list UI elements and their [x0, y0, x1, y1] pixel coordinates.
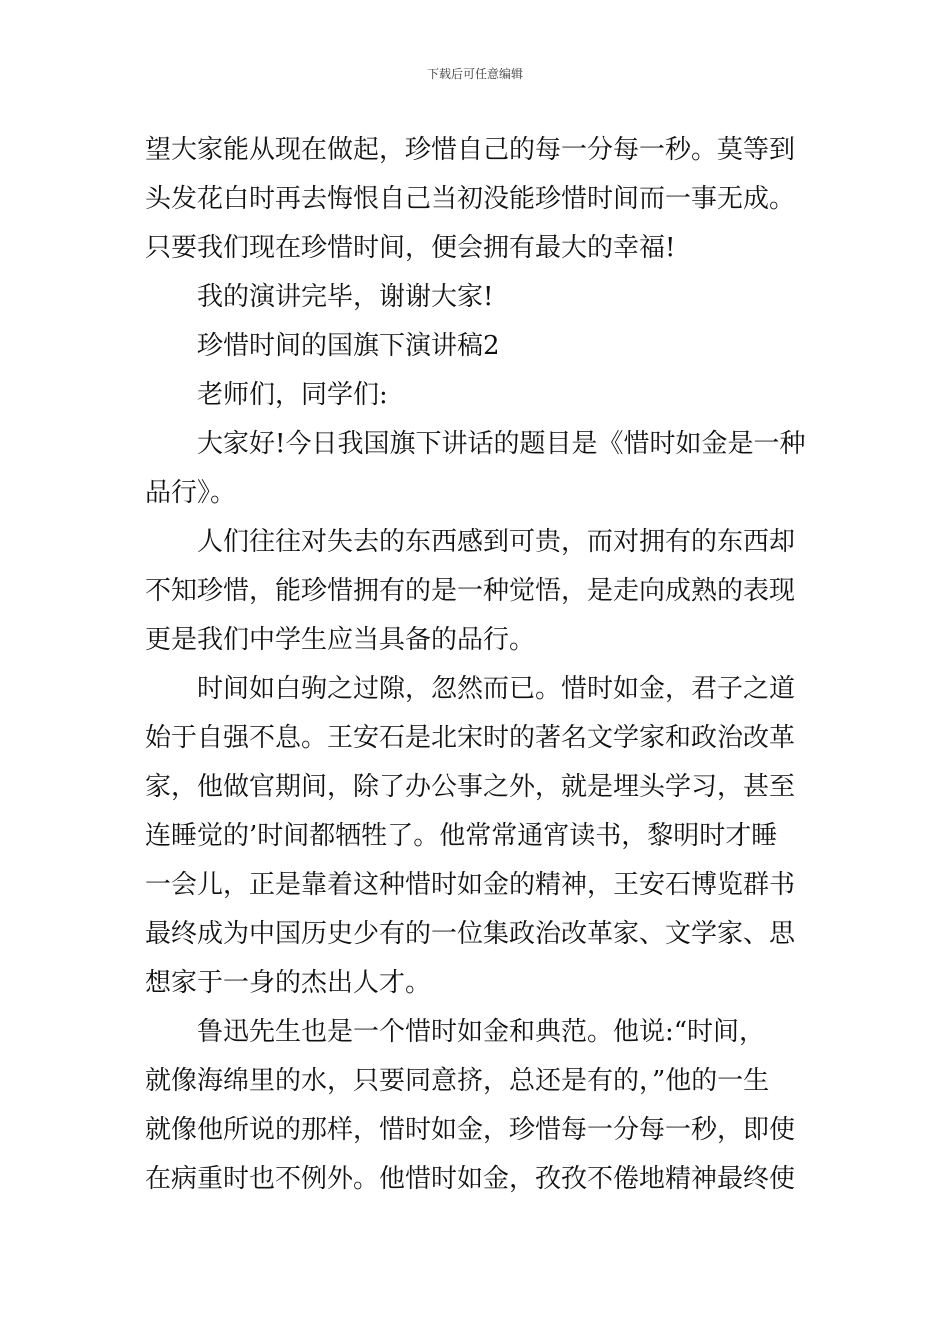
paragraph-closing-wish [145, 126, 805, 273]
text-line: 更是我们中学生应当具备的品行。 [145, 625, 536, 655]
text-line: 不知珍惜，能珍惜拥有的是一种觉悟，是走向成熟的表现 [145, 576, 796, 606]
section-title [145, 322, 805, 371]
paragraph-thanks [145, 273, 805, 322]
text-line: 在病重时也不例外。他惜时如金，孜孜不倦地精神最终使 [145, 1164, 796, 1194]
text-line: 想家于一身的杰出人才。 [145, 968, 432, 998]
text-line: 望大家能从现在做起，珍惜自己的每一分每一秒。莫等到 [145, 135, 796, 165]
text-line: 人们往往对失去的东西感到可贵，而对拥有的东西却 [197, 527, 796, 557]
text-line: 最终成为中国历史少有的一位集政治改革家、文学家、思 [145, 919, 796, 949]
text-line: 一会儿，正是靠着这种惜时如金的精神，王安石博览群书 [145, 870, 796, 900]
page-header-note: 下载后可任意编辑 [426, 67, 523, 81]
paragraph-lu-xun [145, 1008, 805, 1204]
text-line: 就像海绵里的水，只要同意挤，总还是有的，”他的一生 [145, 1066, 770, 1096]
text-line: 鲁迅先生也是一个惜时如金和典范。他说:“时间， [197, 1017, 766, 1047]
text-line: 时间如白驹之过隙，忽然而已。惜时如金，君子之道 [197, 674, 796, 704]
paragraph-wang-anshi [145, 665, 805, 1008]
text-line: 头发花白时再去悔恨自己当初没能珍惜时间而一事无成。 [145, 184, 796, 214]
text-line: 连睡觉的’时间都牺牲了。他常常通宵读书，黎明时才睡 [145, 821, 778, 851]
paragraph-topic [145, 420, 805, 518]
text-line: 就像他所说的那样，惜时如金，珍惜每一分每一秒，即使 [145, 1115, 796, 1145]
paragraph-cherish [145, 518, 805, 665]
text-line: 家，他做官期间，除了办公事之外，就是埋头学习，甚至 [145, 772, 796, 802]
paragraph-salutation [145, 371, 805, 420]
text-line: 始于自强不息。王安石是北宋时的著名文学家和政治改革 [145, 723, 796, 753]
text-line: 只要我们现在珍惜时间，便会拥有最大的幸福! [145, 233, 676, 263]
text-line: 老师们，同学们: [197, 380, 388, 410]
text-line: 我的演讲完毕，谢谢大家! [197, 282, 494, 312]
text-line: 品行》。 [145, 478, 237, 508]
text-line: 珍惜时间的国旗下演讲稿2 [197, 331, 500, 361]
document-body [145, 126, 805, 1204]
text-line: 大家好!今日我国旗下讲话的题目是《惜时如金是一种 [197, 429, 805, 459]
